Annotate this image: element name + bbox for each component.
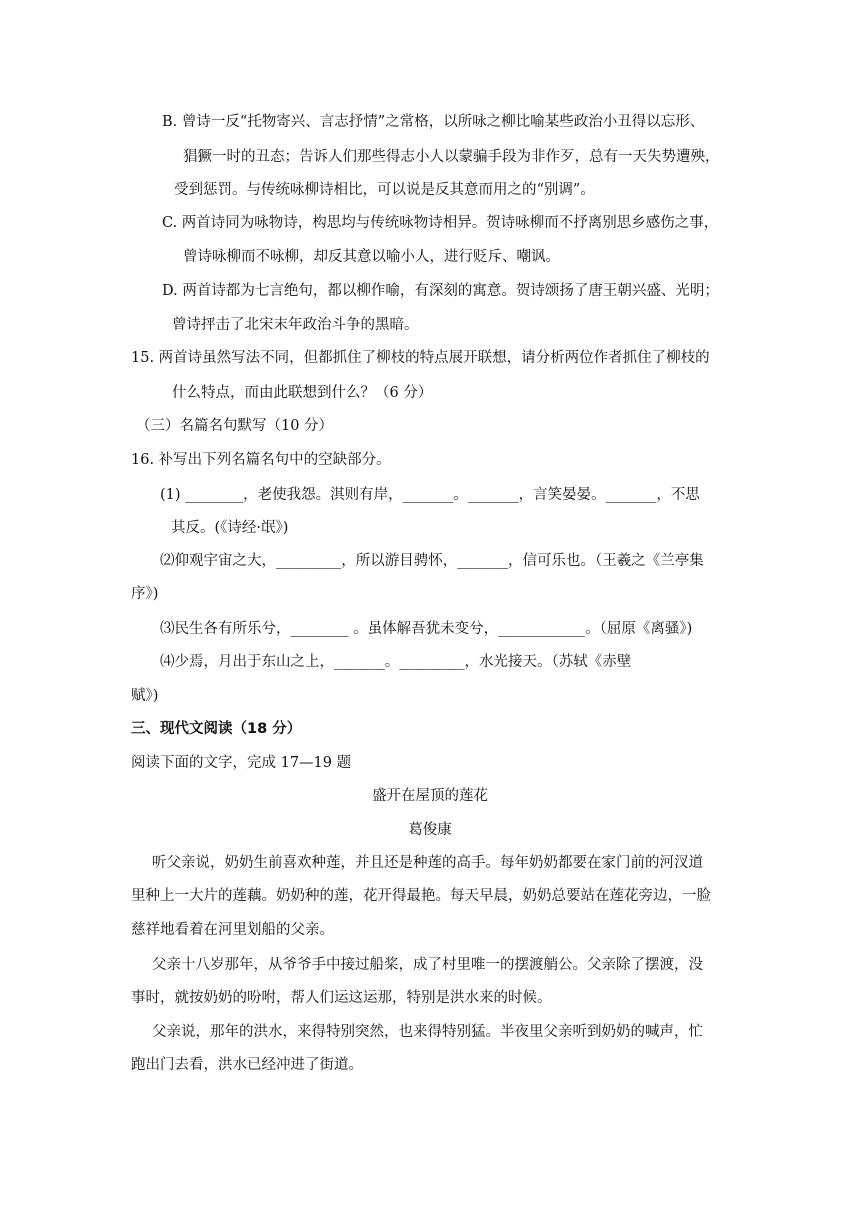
q14-option-d-line1: D. 两首诗都为七言绝句，都以柳作喻，有深刻的寓意。贺诗颂扬了唐王朝兴盛、光明；	[162, 283, 719, 299]
q14-option-b-line2: 猖獗一时的丑态；告诉人们那些得志小人以蒙骗手段为非作歹，总有一天失势遭殃，	[183, 149, 720, 165]
q14-option-b-line1: B. 曾诗一反“托物寄兴、言志抒情”之常格，以所咏之柳比喻某些政治小丑得以忘形、	[162, 114, 705, 130]
q16-item1-line1: (1) ________，老使我怨。淇则有岸，_______。_______，言笑晏晏。_______，不思	[160, 487, 700, 503]
article-p3-line2: 跑出门去看，洪水已经冲进了街道。	[131, 1057, 363, 1073]
q16-item1-line2: 其反。(《诗经·氓》)	[171, 520, 289, 536]
q14-option-d-line2: 曾诗抨击了北宋末年政治斗争的黑暗。	[172, 317, 419, 333]
article-p2-line2: 事时，就按奶奶的吩咐，帮人们运这运那，特别是洪水来的时候。	[131, 990, 552, 1006]
q14-option-b-line3: 受到惩罚。与传统咏柳诗相比，可以说是反其意而用之的“别调”。	[174, 182, 595, 198]
section-famous-lines-header: （三）名篇名句默写（10 分）	[136, 418, 334, 434]
article-p2-line1: 父亲十八岁那年，从爷爷手中接过船桨，成了村里唯一的摆渡艄公。父亲除了摆渡，没	[152, 957, 703, 973]
article-title: 盛开在屋顶的莲花	[372, 788, 488, 804]
article-p1-line1: 听父亲说，奶奶生前喜欢种莲，并且还是种莲的高手。每年奶奶都要在家门前的河汊道	[152, 855, 703, 871]
q14-option-c-line2: 曾诗咏柳而不咏柳，却反其意以喻小人，进行贬斥、嘲讽。	[183, 249, 560, 265]
q16-item2-line2: 序》)	[131, 586, 159, 602]
q15-line2: 什么特点，而由此联想到什么？（6 分）	[172, 385, 433, 401]
q16-item3-line1: ⑶民生各有所乐兮，________ 。虽体解吾犹未变兮，____________。（屈原《离骚》)	[160, 621, 693, 637]
q15-line1: 15. 两首诗虽然写法不同，但都抓住了柳枝的特点展开联想，请分析两位作者抓住了柳枝的	[131, 350, 710, 366]
q16-item4-line1: ⑷少焉，月出于东山之上，_______。_________，水光接天。（苏轼《赤壁	[160, 654, 632, 670]
article-p1-line2: 里种上一大片的莲藕。奶奶种的莲，花开得最艳。每天早晨，奶奶总要站在莲花旁边，一脸	[131, 888, 711, 904]
q16-stem: 16. 补写出下列名篇名句中的空缺部分。	[131, 452, 391, 468]
article-p1-line3: 慈祥地看着在河里划船的父亲。	[131, 922, 334, 938]
q16-item2-line1: ⑵仰观宇宙之大，_________，所以游目骋怀，_______，信可乐也。（王羲之《兰亭集	[160, 553, 704, 569]
part3-header: 三、现代文阅读（18 分）	[131, 721, 302, 737]
part3-instruction: 阅读下面的文字，完成 17—19 题	[131, 755, 352, 771]
q16-item4-line2: 赋》)	[131, 688, 159, 704]
article-author: 葛俊康	[408, 822, 452, 838]
article-p3-line1: 父亲说，那年的洪水，来得特别突然，也来得特别猛。半夜里父亲听到奶奶的喊声，忙	[152, 1024, 703, 1040]
q14-option-c-line1: C. 两首诗同为咏物诗，构思均与传统咏物诗相异。贺诗咏柳而不抒离别思乡感伤之事，	[162, 215, 719, 231]
